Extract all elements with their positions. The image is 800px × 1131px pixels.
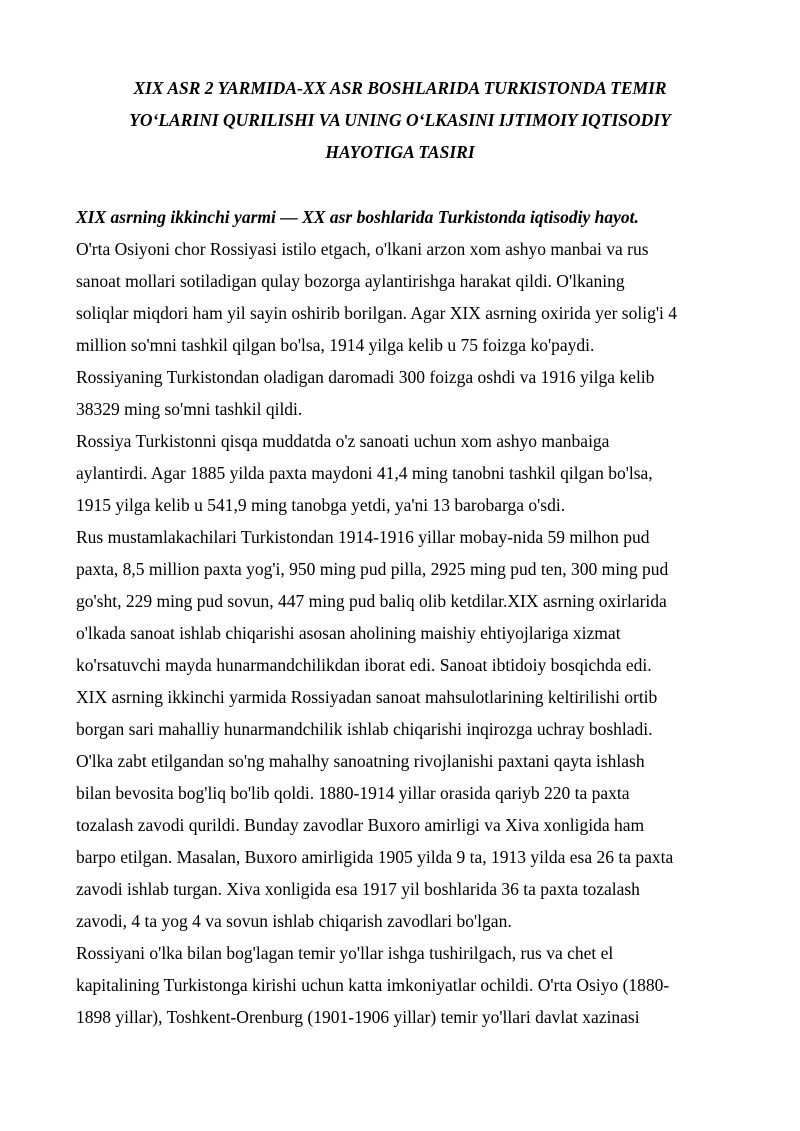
document-title	[76, 72, 724, 168]
title-line: YO‘LARINI QURILISHI VA UNING O‘LKASINI IJTIMOIY IQTISODIY	[129, 110, 671, 130]
body-line: Rossiyani o'lka bilan bog'lagan temir yo'llar ishga tushirilgach, rus va chet el	[76, 943, 614, 963]
title-line: HAYOTIGA TASIRI	[325, 142, 475, 162]
body-line: zavodi ishlab turgan. Xiva xonligida esa 1917 yil boshlarida 36 ta paxta tozalash	[76, 879, 640, 899]
section-heading: XIX asrning ikkinchi yarmi — XX asr boshlarida Turkistonda iqtisodiy hayot.	[76, 207, 639, 227]
body-line: ko'rsatuvchi mayda hunarmandchilikdan iborat edi. Sanoat ibtidoiy bosqichda edi.	[76, 655, 652, 675]
body-line: bilan bevosita bog'liq bo'lib qoldi. 1880-1914 yillar orasida qariyb 220 ta paxta	[76, 783, 630, 803]
body-line: O'lka zabt etilgandan so'ng mahalhy sanoatning rivojlanishi paxtani qayta ishlash	[76, 751, 645, 771]
body-line: Rossiyaning Turkistondan oladigan daromadi 300 foizga oshdi va 1916 yilga kelib	[76, 367, 655, 387]
body-line: barpo etilgan. Masalan, Buxoro amirligida 1905 yilda 9 ta, 1913 yilda esa 26 ta paxta	[76, 847, 674, 867]
body-line: soliqlar miqdori ham yil sayin oshirib borilgan. Agar XIX asrning oxirida yer solig'i 4	[76, 303, 677, 323]
body-line: million so'mni tashkil qilgan bo'lsa, 1914 yilga kelib u 75 foizga ko'paydi.	[76, 335, 595, 355]
body-line: paxta, 8,5 million paxta yog'i, 950 ming pud pilla, 2925 ming pud ten, 300 ming pud	[76, 559, 669, 579]
body-line: go'sht, 229 ming pud sovun, 447 ming pud baliq olib ketdilar.XIX asrning oxirlarida	[76, 591, 667, 611]
body-line: o'lkada sanoat ishlab chiqarishi asosan aholining maishiy ehtiyojlariga xizmat	[76, 623, 621, 643]
body-line: zavodi, 4 ta yog 4 va sovun ishlab chiqarish zavodlari bo'lgan.	[76, 911, 512, 931]
body-line: borgan sari mahalliy hunarmandchilik ishlab chiqarishi inqirozga uchray boshladi.	[76, 719, 653, 739]
body-line: XIX asrning ikkinchi yarmida Rossiyadan sanoat mahsulotlarining keltirilishi ortib	[76, 687, 658, 707]
body-line: kapitalining Turkistonga kirishi uchun katta imkoniyatlar ochildi. O'rta Osiyo (1880-	[76, 975, 670, 995]
body-line: 1898 yillar), Toshkent-Orenburg (1901-1906 yillar) temir yo'llari davlat xazinasi	[76, 1007, 640, 1027]
body-line: 1915 yilga kelib u 541,9 ming tanobga yetdi, ya'ni 13 barobarga o'sdi.	[76, 495, 566, 515]
body-line: sanoat mollari sotiladigan qulay bozorga aylantirishga harakat qildi. O'lkaning	[76, 271, 625, 291]
body-line: tozalash zavodi qurildi. Bunday zavodlar Buxoro amirligi va Xiva xonligida ham	[76, 815, 645, 835]
document-body	[76, 201, 736, 1033]
body-line: Rossiya Turkistonni qisqa muddatda o'z sanoati uchun xom ashyo manbaiga	[76, 431, 610, 451]
body-line: O'rta Osiyoni chor Rossiyasi istilo etgach, o'lkani arzon xom ashyo manbai va rus	[76, 239, 649, 259]
body-line: 38329 ming so'mni tashkil qildi.	[76, 399, 303, 419]
body-line: Rus mustamlakachilari Turkistondan 1914-1916 yillar mobay-nida 59 milhon pud	[76, 527, 650, 547]
title-line: XIX ASR 2 YARMIDA-XX ASR BOSHLARIDA TURKISTONDA TEMIR	[133, 78, 667, 98]
body-line: aylantirdi. Agar 1885 yilda paxta maydoni 41,4 ming tanobni tashkil qilgan bo'lsa,	[76, 463, 653, 483]
